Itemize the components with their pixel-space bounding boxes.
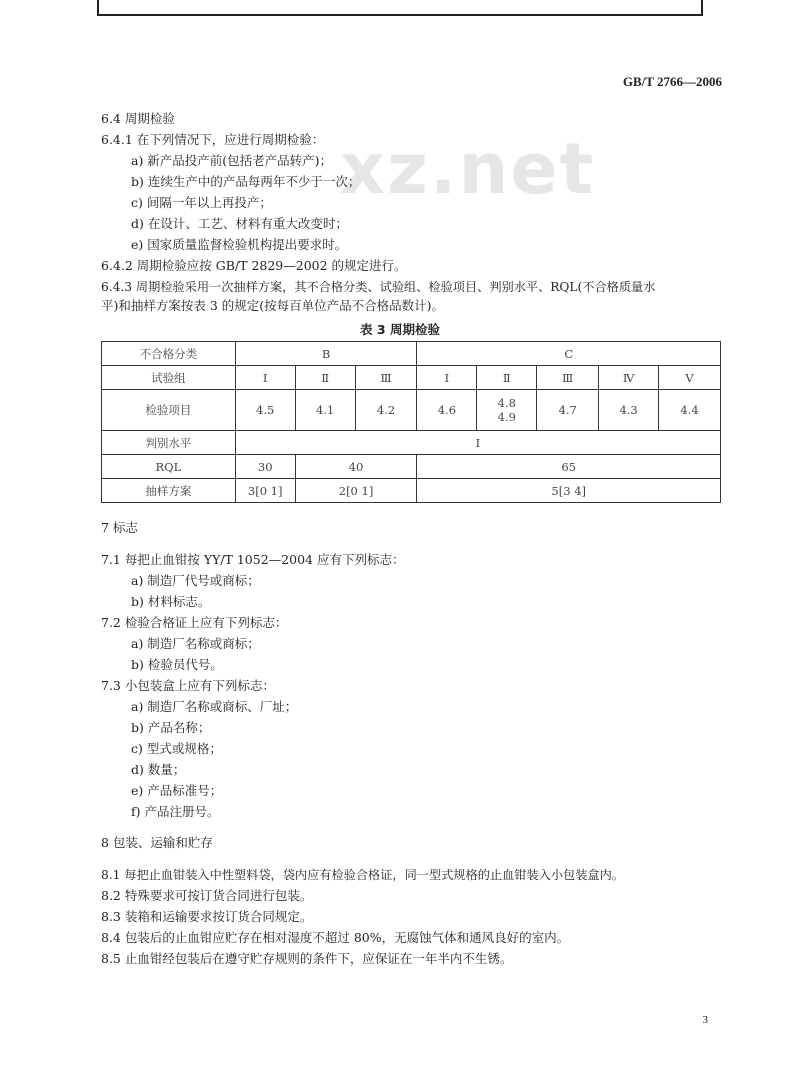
class-b: B (235, 342, 417, 366)
table-cell: 4.7 (537, 390, 599, 431)
list-item: a) 新产品投产前(包括老产品转产)； (131, 153, 333, 168)
list-item: a) 制造厂名称或商标； (131, 636, 260, 651)
table-cell (477, 390, 537, 431)
table-cell-line: 4.8 (497, 396, 516, 410)
table-row (102, 366, 721, 390)
row-label: 抽样方案 (102, 479, 236, 503)
list-item: e) 产品标准号； (131, 783, 223, 798)
table-caption: 表 3 周期检验 (360, 322, 440, 337)
list-item: b) 产品名称； (131, 720, 211, 735)
table-cell: Ⅰ (417, 366, 477, 390)
clause-6-4-3-cont: 平)和抽样方案按表 3 的规定(按每百单位产品不合格品数计)。 (101, 298, 445, 313)
table-row (102, 431, 721, 455)
watermark: xz.net (340, 128, 596, 210)
table-cell: Ⅱ (477, 366, 537, 390)
list-item: f) 产品注册号。 (131, 804, 220, 819)
table-cell: 5[3 4] (417, 479, 721, 503)
row-label: 检验项目 (102, 390, 236, 431)
row-label: 不合格分类 (102, 342, 236, 366)
list-item: d) 在设计、工艺、材料有重大改变时； (131, 216, 348, 231)
clause-6-4-1: 6.4.1 在下列情况下，应进行周期检验： (101, 132, 325, 147)
section-heading-7: 7 标志 (101, 520, 138, 535)
table-cell-line: 4.9 (497, 410, 516, 424)
section-heading-8: 8 包装、运输和贮存 (101, 835, 213, 850)
row-label: 试验组 (102, 366, 236, 390)
table-cell: Ⅰ (235, 366, 295, 390)
table-cell: Ⅲ (537, 366, 599, 390)
table-row (102, 342, 721, 366)
top-frame (97, 0, 703, 16)
table-cell: Ⅱ (295, 366, 355, 390)
table-cell: 40 (295, 455, 417, 479)
periodic-inspection-table (101, 341, 721, 503)
list-item: a) 制造厂代号或商标； (131, 573, 260, 588)
table-cell: 4.5 (235, 390, 295, 431)
table-cell: 30 (235, 455, 295, 479)
table-cell: Ⅲ (355, 366, 417, 390)
table-row (102, 390, 721, 431)
list-item: c) 间隔一年以上再投产； (131, 195, 272, 210)
clause-8-5: 8.5 止血钳经包装后在遵守贮存规则的条件下，应保证在一年半内不生锈。 (101, 951, 513, 966)
table-cell: 4.2 (355, 390, 417, 431)
clause-8-4: 8.4 包装后的止血钳应贮存在相对湿度不超过 80%，无腐蚀气体和通风良好的室内。 (101, 930, 570, 945)
list-item: b) 材料标志。 (131, 594, 211, 609)
clause-6-4-3: 6.4.3 周期检验采用一次抽样方案，其不合格分类、试验组、检验项目、判别水平、RQL(不合格质量水 (101, 280, 656, 294)
table-cell: 3[0 1] (235, 479, 295, 503)
clause-8-1: 8.1 每把止血钳装入中性塑料袋，袋内应有检验合格证，同一型式规格的止血钳装入小包装盒内。 (101, 868, 624, 882)
list-item: b) 连续生产中的产品每两年不少于一次； (131, 174, 361, 189)
table-row (102, 455, 721, 479)
table-row (102, 479, 721, 503)
list-item: b) 检验员代号。 (131, 657, 223, 672)
clause-6-4-2: 6.4.2 周期检验应按 GB/T 2829—2002 的规定进行。 (101, 258, 407, 273)
section-heading-6-4: 6.4 周期检验 (101, 111, 175, 126)
clause-7-2: 7.2 检验合格证上应有下列标志： (101, 615, 288, 630)
clause-7-1: 7.1 每把止血钳按 YY/T 1052—2004 应有下列标志： (101, 552, 405, 567)
list-item: e) 国家质量监督检验机构提出要求时。 (131, 237, 348, 252)
table-cell: 65 (417, 455, 721, 479)
clause-7-3: 7.3 小包装盒上应有下列标志： (101, 678, 275, 693)
class-c: C (417, 342, 721, 366)
list-item: a) 制造厂名称或商标、厂址； (131, 699, 298, 714)
table-cell: Ⅰ (235, 431, 720, 455)
table-cell: Ⅳ (599, 366, 659, 390)
table-cell: 2[0 1] (295, 479, 417, 503)
list-item: c) 型式或规格； (131, 741, 222, 756)
clause-8-3: 8.3 装箱和运输要求按订货合同规定。 (101, 909, 313, 924)
table-cell: 4.1 (295, 390, 355, 431)
table-cell: 4.3 (599, 390, 659, 431)
list-item: d) 数量； (131, 762, 186, 777)
page-number: 3 (702, 1014, 708, 1026)
clause-8-2: 8.2 特殊要求可按订货合同进行包装。 (101, 888, 313, 903)
row-label: 判别水平 (102, 431, 236, 455)
table-cell: 4.6 (417, 390, 477, 431)
row-label: RQL (102, 455, 236, 479)
table-cell: 4.4 (659, 390, 721, 431)
table-cell: Ⅴ (659, 366, 721, 390)
standard-number: GB/T 2766—2006 (622, 74, 722, 89)
